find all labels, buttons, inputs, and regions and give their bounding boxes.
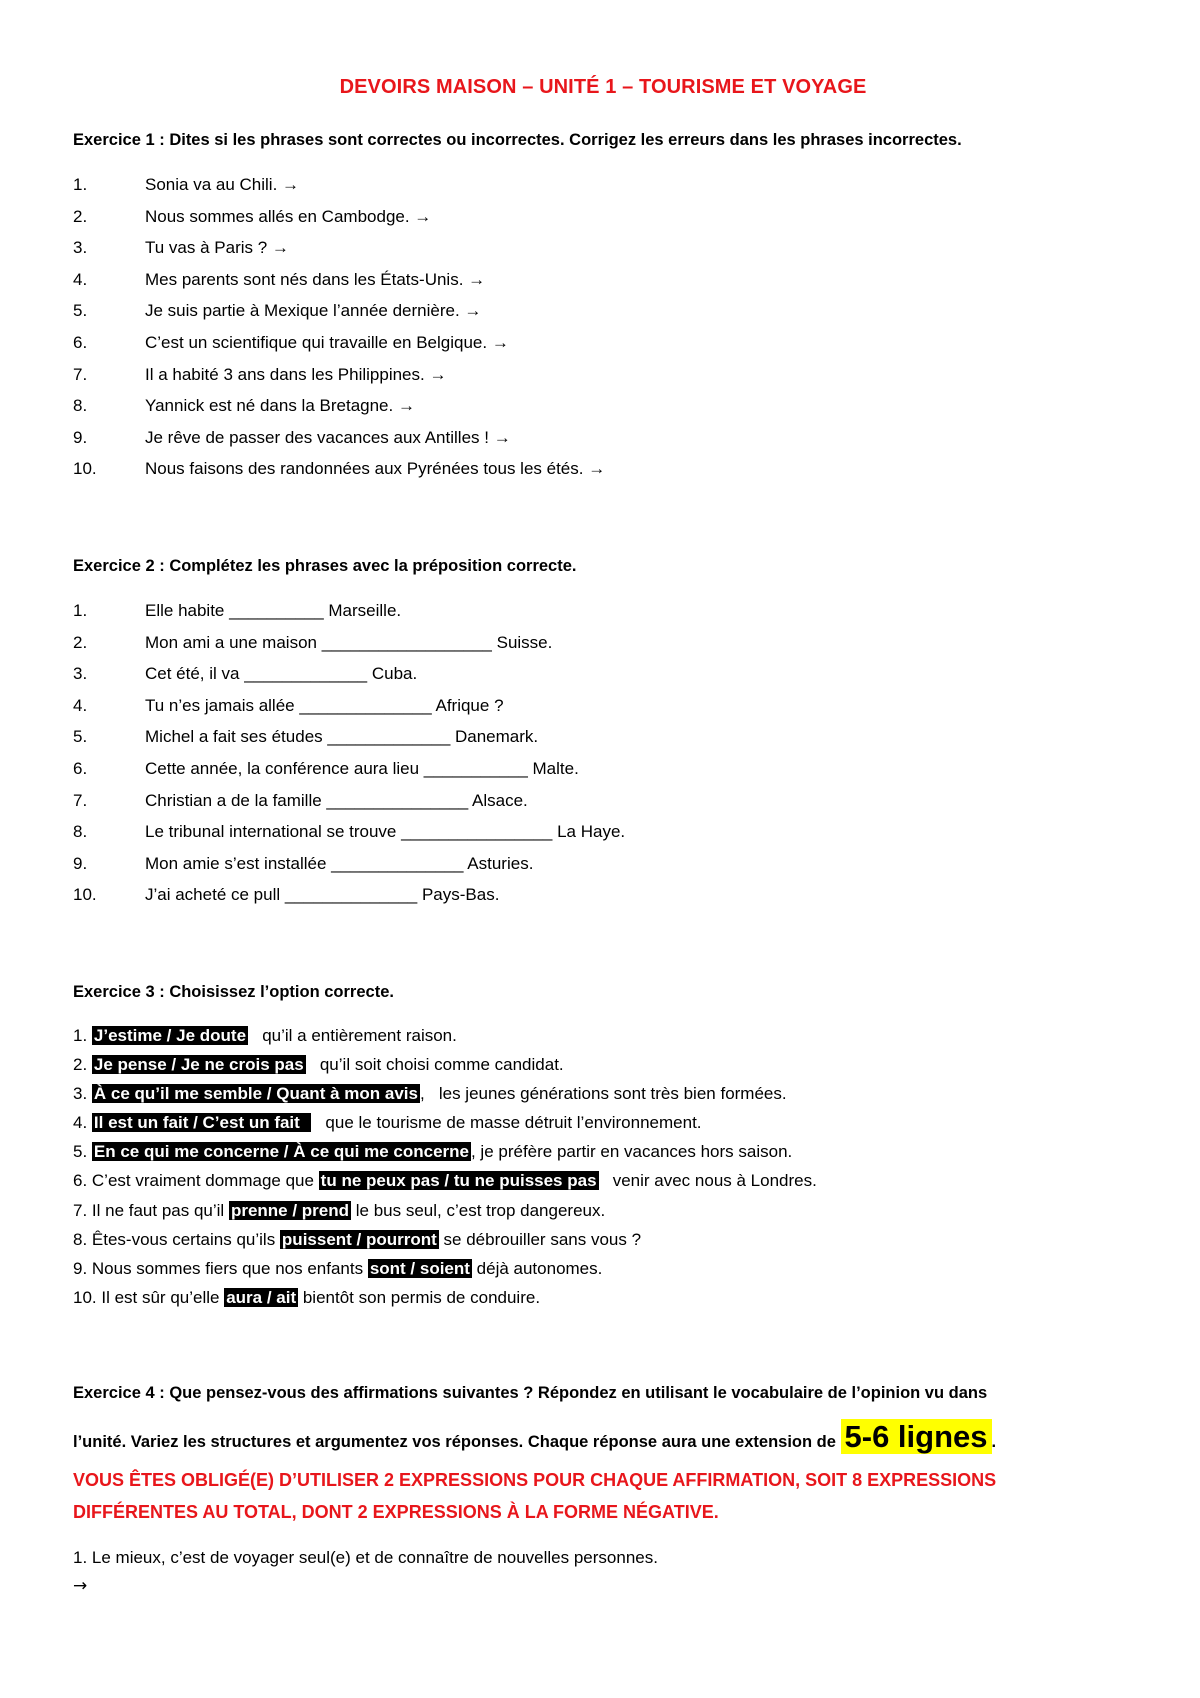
exercise-1-item <box>73 457 1133 489</box>
item-number: 7. <box>73 364 88 384</box>
item-number: 5. <box>73 727 88 747</box>
exercise-1-item <box>73 363 1133 395</box>
exercise-1-item <box>73 299 1133 331</box>
exercise-2-item <box>73 662 1133 694</box>
item-text: Il a habité 3 ans dans les Philippines. → <box>145 364 447 384</box>
item-number: 2. <box>73 206 88 226</box>
item-text: Yannick est né dans la Bretagne. → <box>145 396 415 416</box>
exercise-2-item <box>73 757 1133 789</box>
item-number: 5. <box>73 301 88 321</box>
item-text: Elle habite __________ Marseille. <box>145 601 402 620</box>
item-number: 2. <box>73 632 88 652</box>
item-number: 10. <box>73 459 97 479</box>
item-text: Je rêve de passer des vacances aux Antilles ! → <box>145 427 511 447</box>
exercise-3-item <box>73 1082 1133 1111</box>
item-text: Mon ami a une maison __________________ Suisse. <box>145 632 553 652</box>
item-lead-text: 5. <box>73 1142 92 1162</box>
option-choice-highlight: J’estime / Je doute <box>93 1026 247 1045</box>
item-number: 1. <box>73 601 88 620</box>
item-lead-text: 7. Il ne faut pas qu’il <box>73 1200 229 1220</box>
answer-arrow-icon: → <box>73 1576 88 1596</box>
option-choice-highlight: En ce qui me concerne / À ce qui me concerne <box>93 1142 469 1162</box>
item-tail-text: déjà autonomes. <box>471 1258 603 1278</box>
item-text: Cet été, il va _____________ Cuba. <box>145 664 418 684</box>
exercise-3-item <box>73 1111 1133 1140</box>
item-text: Michel a fait ses études _____________ Danemark. <box>145 727 539 747</box>
mandatory-notice <box>73 1464 1133 1528</box>
item-text: Tu n’es jamais allée ______________ Afrique ? <box>145 695 504 715</box>
option-choice-highlight: Je pense / Je ne crois pas <box>93 1055 304 1075</box>
item-lead-text: 8. Êtes-vous certains qu’ils <box>73 1229 280 1249</box>
exercise-4-heading-line2-text: l’unité. Variez les structures et argumentez vos réponses. Chaque réponse aura une extension de <box>73 1433 841 1451</box>
exercise-3-item <box>73 1286 1133 1315</box>
exercise-4-item-1: 1. Le mieux, c’est de voyager seul(e) et de connaître de nouvelles personnes. <box>73 1548 658 1567</box>
item-lead-text: 6. C’est vraiment dommage que <box>73 1171 319 1191</box>
item-number: 3. <box>73 238 88 258</box>
exercise-2-item <box>73 631 1133 663</box>
item-lead-text: 9. Nous sommes fiers que nos enfants <box>73 1258 368 1278</box>
item-text: Christian a de la famille _______________ Alsace. <box>145 790 528 810</box>
item-number: 9. <box>73 427 88 447</box>
exercise-1-item <box>73 426 1133 458</box>
exercise-2-item <box>73 789 1133 821</box>
item-tail-text: , les jeunes générations sont très bien formées. <box>419 1084 787 1104</box>
item-text: Sonia va au Chili. → <box>145 175 300 194</box>
item-tail-text: qu’il a entièrement raison. <box>248 1026 457 1045</box>
item-tail-text: que le tourisme de masse détruit l’environnement. <box>311 1113 702 1133</box>
option-choice-highlight: Il est un fait / C’est un fait <box>93 1113 310 1133</box>
exercise-1-item <box>73 205 1133 237</box>
item-number: 6. <box>73 758 88 778</box>
item-text: Cette année, la conférence aura lieu ___________ Malte. <box>145 758 579 778</box>
item-text: Je suis partie à Mexique l’année dernière. → <box>145 301 482 321</box>
exercise-4-heading-line2 <box>73 1420 996 1459</box>
option-choice-highlight: prenne / prend <box>230 1200 350 1220</box>
exercise-2-item <box>73 599 1133 631</box>
item-number: 6. <box>73 332 88 352</box>
option-choice-highlight: aura / ait <box>226 1287 297 1307</box>
item-lead-text: 10. Il est sûr qu’elle <box>73 1287 225 1307</box>
item-text: Mes parents sont nés dans les États-Unis. → <box>145 269 486 289</box>
line-count-highlight: 5-6 lignes <box>841 1419 992 1454</box>
exercise-3-item <box>73 1228 1133 1257</box>
item-tail-text: bientôt son permis de conduire. <box>298 1287 541 1307</box>
item-text: Mon amie s’est installée ______________ Asturies. <box>145 853 534 873</box>
item-text: Nous sommes allés en Cambodge. → <box>145 206 432 226</box>
exercise-3-item <box>73 1257 1133 1286</box>
exercise-2-item <box>73 725 1133 757</box>
item-number: 7. <box>73 790 88 810</box>
item-tail-text: , je préfère partir en vacances hors saison. <box>470 1142 793 1162</box>
item-text: Tu vas à Paris ? → <box>145 238 289 258</box>
exercise-1-item <box>73 394 1133 426</box>
item-number: 9. <box>73 853 88 873</box>
item-lead-text: 2. <box>73 1055 92 1075</box>
exercise-3-list <box>73 1024 1133 1315</box>
exercise-2-item <box>73 820 1133 852</box>
exercise-1-item <box>73 331 1133 363</box>
item-lead-text: 1. <box>73 1026 92 1045</box>
item-text: C’est un scientifique qui travaille en Belgique. → <box>145 332 509 352</box>
exercise-4-heading-line1: Exercice 4 : Que pensez-vous des affirmations suivantes ? Répondez en utilisant le vocabulaire de l’opinion vu dans <box>73 1384 988 1402</box>
item-tail-text: venir avec nous à Londres. <box>598 1171 817 1191</box>
exercise-4-heading-line2-end: . <box>991 1433 997 1451</box>
exercise-3-item <box>73 1024 1133 1053</box>
exercise-2-item <box>73 883 1133 915</box>
item-number: 1. <box>73 175 88 194</box>
option-choice-highlight: À ce qu’il me semble / Quant à mon avis <box>93 1084 418 1104</box>
option-choice-highlight: puissent / pourront <box>281 1229 437 1249</box>
item-number: 10. <box>73 885 97 905</box>
exercise-3-item <box>73 1053 1133 1082</box>
mandatory-notice-line1: VOUS ÊTES OBLIGÉ(E) D’UTILISER 2 EXPRESSIONS POUR CHAQUE AFFIRMATION, SOIT 8 EXPRESSIONS <box>73 1470 997 1490</box>
item-number: 8. <box>73 822 88 842</box>
item-tail-text: se débrouiller sans vous ? <box>438 1229 642 1249</box>
item-number: 3. <box>73 664 88 684</box>
exercise-2-heading: Exercice 2 : Complétez les phrases avec la préposition correcte. <box>73 557 577 575</box>
exercise-2-item <box>73 694 1133 726</box>
item-tail-text: le bus seul, c’est trop dangereux. <box>351 1200 606 1220</box>
exercise-2-item <box>73 852 1133 884</box>
exercise-1-item <box>73 236 1133 268</box>
exercise-1-item <box>73 268 1133 300</box>
exercise-1-item <box>73 173 1133 205</box>
item-lead-text: 3. <box>73 1084 92 1104</box>
exercise-2-list <box>73 599 1133 915</box>
exercise-3-item <box>73 1140 1133 1169</box>
exercise-3-item <box>73 1169 1133 1198</box>
item-text: J’ai acheté ce pull ______________ Pays-Bas. <box>145 885 500 905</box>
item-number: 4. <box>73 695 88 715</box>
item-number: 8. <box>73 396 88 416</box>
item-number: 4. <box>73 269 88 289</box>
mandatory-notice-line2: DIFFÉRENTES AU TOTAL, DONT 2 EXPRESSIONS À LA FORME NÉGATIVE. <box>73 1502 719 1522</box>
exercise-1-heading: Exercice 1 : Dites si les phrases sont correctes ou incorrectes. Corrigez les erreurs dans les phrases incorrectes. <box>73 131 962 149</box>
exercise-3-item <box>73 1199 1133 1228</box>
item-text: Nous faisons des randonnées aux Pyrénées tous les étés. → <box>145 459 606 479</box>
option-choice-highlight: sont / soient <box>369 1258 470 1278</box>
document-title: DEVOIRS MAISON – UNITÉ 1 – TOURISME ET VOYAGE <box>339 76 867 98</box>
exercise-3-heading: Exercice 3 : Choisissez l’option correcte. <box>73 983 394 1001</box>
item-tail-text: qu’il soit choisi comme candidat. <box>305 1055 564 1075</box>
option-choice-highlight: tu ne peux pas / tu ne puisses pas <box>320 1171 597 1191</box>
item-lead-text: 4. <box>73 1113 92 1133</box>
item-text: Le tribunal international se trouve ________________ La Haye. <box>145 822 626 842</box>
exercise-1-list <box>73 173 1133 489</box>
